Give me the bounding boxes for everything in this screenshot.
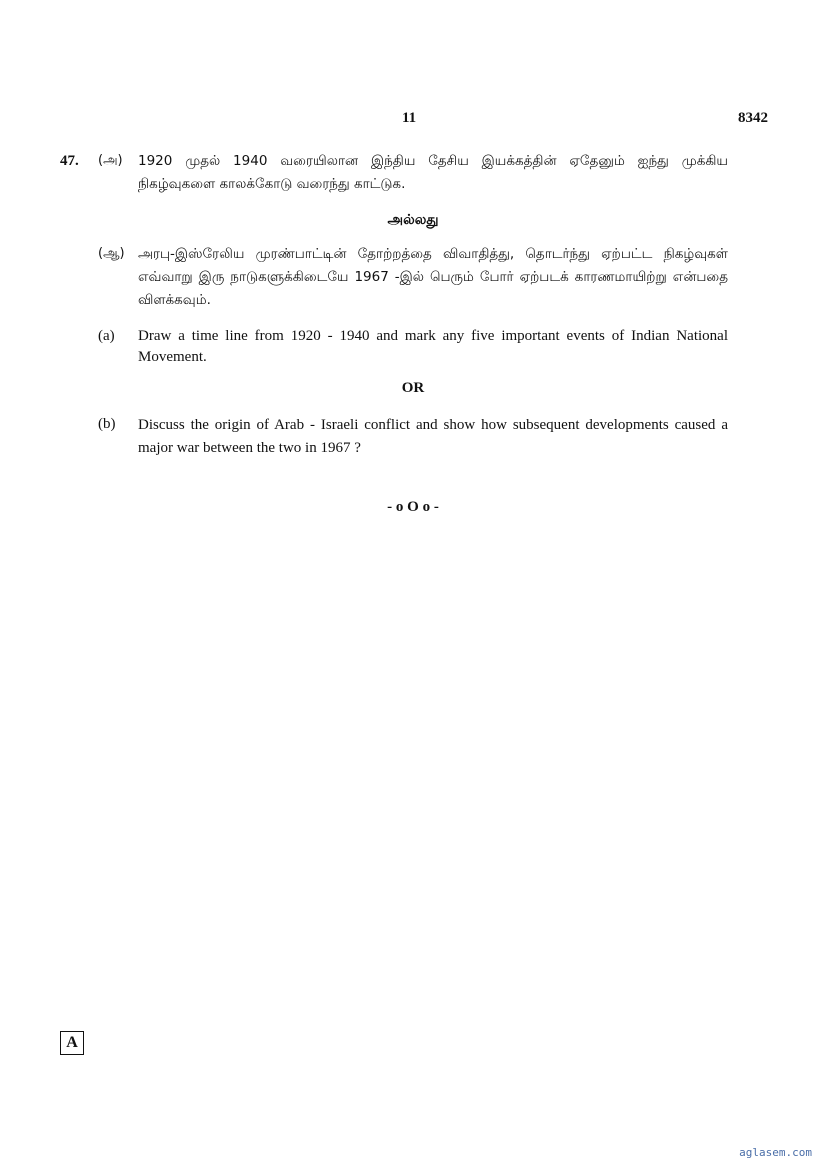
question-number: 47.	[60, 153, 79, 169]
english-b-text: Discuss the origin of Arab - Israeli conflict and show how subsequent developments caused a major war between the two in 1967 ?	[138, 417, 728, 456]
tamil-b-text: அரபு-இஸ்ரேலிய முரண்பாட்டின் தோற்றத்தை விவாதித்து, தொடர்ந்து ஏற்பட்ட நிகழ்வுகள் எவ்வாறு இரு நாடுகளுக்கிடையே 1967 -இல் பெரும் போர் ஏற்படக் காரணமாயிற்று என்பதை விளக்கவும்.	[138, 246, 728, 308]
tamil-a-text: 1920 முதல் 1940 வரையிலான இந்திய தேசிய இயக்கத்தின் ஏதேனும் ஐந்து முக்கிய நிகழ்வுகளை காலக்கோடு வரைந்து காட்டுக.	[138, 153, 728, 192]
watermark: aglasem.com	[739, 1146, 812, 1159]
tamil-a-marker: (அ)	[98, 153, 123, 168]
end-of-paper-mark: - o O o -	[387, 499, 439, 515]
english-a-text: Draw a time line from 1920 - 1940 and mark any five important events of Indian National Movement.	[138, 328, 728, 365]
english-or: OR	[401, 380, 425, 396]
english-b-marker: (b)	[98, 416, 116, 432]
tamil-or: அல்லது	[387, 212, 439, 228]
set-label-box: A	[60, 1031, 84, 1055]
paper-code: 8342	[738, 110, 768, 126]
tamil-b-marker: (ஆ)	[98, 246, 125, 261]
page-number: 11	[402, 110, 417, 126]
english-a-marker: (a)	[98, 328, 115, 344]
